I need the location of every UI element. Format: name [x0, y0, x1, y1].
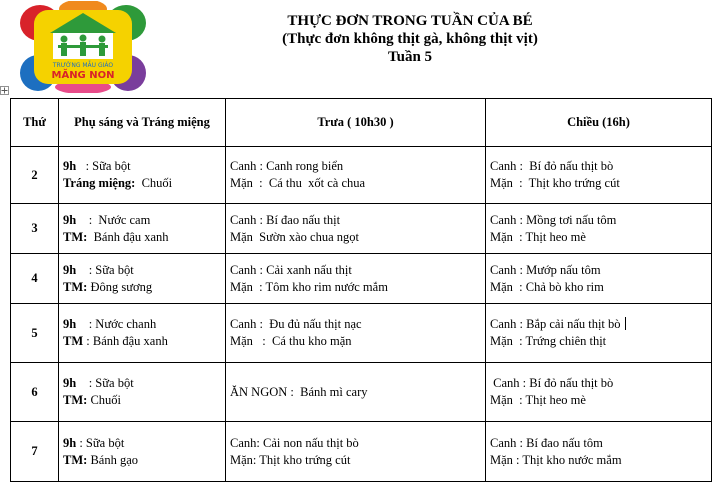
page-title: THỰC ĐƠN TRONG TUẦN CỦA BÉ	[287, 13, 533, 29]
lunch-special: ĂN NGON : Bánh mì cary	[230, 384, 368, 399]
day-cell: 3	[11, 204, 59, 254]
table-row	[11, 422, 712, 482]
day-cell: 6	[11, 363, 59, 422]
table-row	[11, 254, 712, 304]
table-row	[11, 147, 712, 204]
text-cursor	[625, 317, 626, 330]
lunch-main: Mặn Sườn xào chua ngọt	[230, 229, 359, 244]
dessert-label: TM:	[63, 229, 88, 244]
dessert-label: TM:	[63, 393, 88, 407]
morning-cell	[59, 304, 226, 363]
lunch-main: Mặn : Cá thu kho mặn	[230, 334, 352, 348]
lunch-soup: Canh: Cải non nấu thịt bò	[230, 435, 359, 450]
lunch-main: Mặn : Cá thu xốt cà chua	[230, 176, 366, 190]
dessert-item: Đông sương	[87, 279, 153, 294]
morning-cell	[59, 204, 226, 254]
afternoon-cell	[486, 147, 712, 204]
time-label: 9h	[63, 262, 77, 277]
time-label: 9h	[63, 212, 77, 227]
dessert-item: Chuối	[135, 176, 173, 190]
lunch-cell	[226, 304, 486, 363]
morning-item: : Sữa bột	[76, 376, 134, 390]
lunch-cell	[226, 363, 486, 422]
table-header-row	[11, 99, 712, 147]
morning-item: : Sữa bột	[76, 435, 125, 450]
day-cell: 5	[11, 304, 59, 363]
time-label: 9h	[63, 435, 77, 450]
afternoon-soup: Canh : Bí đỏ nấu thịt bò	[490, 159, 614, 173]
afternoon-cell	[486, 422, 712, 482]
dessert-label: TM	[63, 334, 84, 348]
afternoon-main: Mặn : Thịt heo mè	[490, 229, 586, 244]
dessert-item: Bánh đậu xanh	[87, 229, 169, 244]
day-cell: 4	[11, 254, 59, 304]
time-label: 9h	[63, 376, 77, 390]
afternoon-main: Mặn : Thịt kho nước mắm	[490, 452, 622, 467]
weekly-menu-table	[10, 98, 712, 482]
table-row	[11, 304, 712, 363]
school-logo	[20, 1, 146, 93]
dessert-label: Tráng miệng:	[63, 176, 136, 190]
day-cell: 7	[11, 422, 59, 482]
lunch-cell	[226, 422, 486, 482]
afternoon-main: Mặn : Thịt heo mè	[490, 393, 586, 407]
lunch-cell	[226, 147, 486, 204]
dessert-item: Bánh gạo	[87, 452, 138, 467]
dessert-label: TM:	[63, 279, 88, 294]
lunch-soup: Canh : Canh rong biển	[230, 159, 344, 173]
week-label: Tuần 5	[387, 49, 433, 65]
afternoon-main: Mặn : Trứng chiên thịt	[490, 334, 607, 348]
dessert-item: : Bánh đậu xanh	[83, 334, 168, 348]
afternoon-soup: Canh : Mướp nấu tôm	[490, 262, 601, 277]
lunch-soup: Canh : Bí đao nấu thịt	[230, 212, 341, 227]
time-label: 9h	[63, 317, 77, 331]
page-subtitle: (Thực đơn không thịt gà, không thịt vịt)	[282, 31, 538, 47]
morning-cell	[59, 254, 226, 304]
dessert-label: TM:	[63, 452, 88, 467]
move-anchor-icon[interactable]	[0, 86, 9, 97]
dessert-item: Chuối	[87, 393, 121, 407]
afternoon-cell	[486, 363, 712, 422]
logo-school-name: MĂNG NON	[51, 70, 115, 81]
lunch-main: Mặn: Thịt kho trứng cút	[230, 452, 351, 467]
lunch-cell	[226, 204, 486, 254]
header-afternoon: Chiều (16h)	[486, 99, 712, 147]
lunch-soup: Canh : Đu đủ nấu thịt nạc	[230, 317, 362, 331]
morning-item: : Nước chanh	[76, 317, 157, 331]
afternoon-cell	[486, 204, 712, 254]
afternoon-cell	[486, 254, 712, 304]
header-morning: Phụ sáng và Tráng miệng	[59, 99, 226, 147]
time-label: 9h	[63, 159, 77, 173]
school-logo-graphic	[20, 1, 146, 93]
day-cell: 2	[11, 147, 59, 204]
morning-item: : Sữa bột	[76, 262, 134, 277]
afternoon-main: Mặn : Thịt kho trứng cút	[490, 176, 620, 190]
afternoon-soup: Canh : Bắp cải nấu thịt bò	[490, 317, 621, 331]
afternoon-soup: Canh : Bí đỏ nấu thịt bò	[490, 376, 614, 390]
header-lunch: Trưa ( 10h30 )	[226, 99, 486, 147]
menu-header	[160, 12, 660, 66]
lunch-soup: Canh : Cải xanh nấu thịt	[230, 262, 352, 277]
morning-item: : Nước cam	[76, 212, 151, 227]
table-row	[11, 204, 712, 254]
morning-item: : Sữa bột	[76, 159, 131, 173]
logo-school-line: TRƯỜNG MẪU GIÁO	[52, 62, 114, 69]
lunch-main: Mặn : Tôm kho rim nước mắm	[230, 279, 388, 294]
header-day: Thứ	[11, 99, 59, 147]
afternoon-cell[interactable]	[486, 304, 712, 363]
morning-cell	[59, 363, 226, 422]
table-row	[11, 363, 712, 422]
lunch-cell	[226, 254, 486, 304]
morning-cell	[59, 147, 226, 204]
morning-cell	[59, 422, 226, 482]
afternoon-soup: Canh : Bí đao nấu tôm	[490, 435, 603, 450]
afternoon-soup: Canh : Mồng tơi nấu tôm	[490, 212, 617, 227]
afternoon-main: Mặn : Chả bò kho rim	[490, 279, 604, 294]
